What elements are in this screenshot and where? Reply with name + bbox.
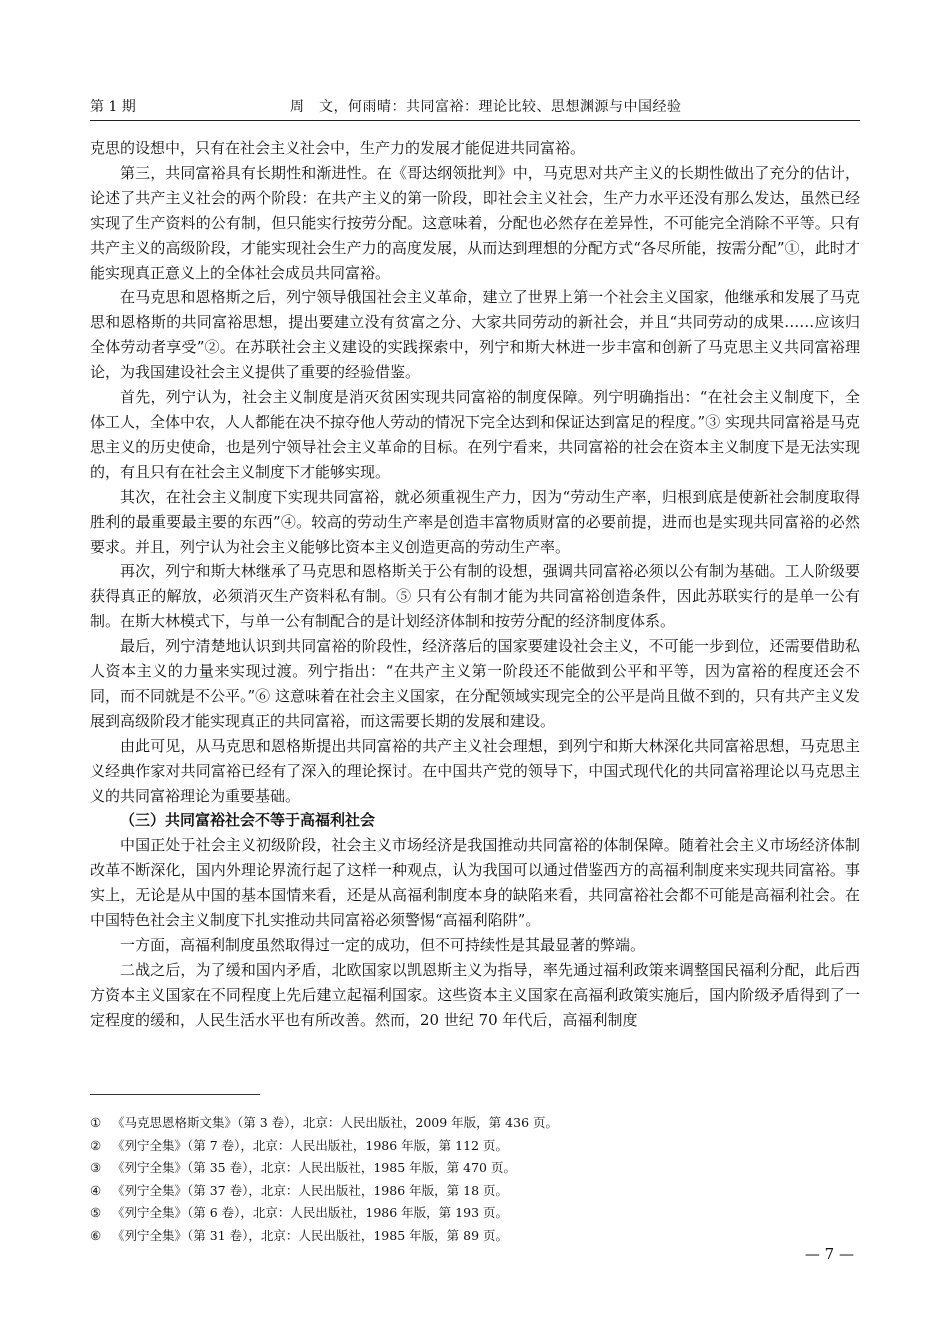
paragraph: 第三，共同富裕具有长期性和渐进性。在《哥达纲领批判》中，马克思对共产主义的长期性做出了充分的估计，论述了共产主义社会的两个阶段：在共产主义的第一阶段，即社会主义社会，生产力水平还没有那么发达，虽然已经实现了生产资料的公有制，但只能实行按劳分配。这意味着，分配也必然存在差异性，不可能完全消除不平等。只有共产主义的高级阶段，才能实现社会生产力的高度发展，从而达到理想的分配方式“各尽所能，按需分配”①，此时才能实现真正意义上的全体社会成员共同富裕。 xyxy=(90,163,860,282)
running-header xyxy=(90,94,860,121)
footnote xyxy=(90,1202,860,1225)
footnote-text: 《列宁全集》（第 35 卷），北京：人民出版社，1985 年版，第 470 页。 xyxy=(112,1160,516,1176)
paragraph: 其次，在社会主义制度下实现共同富裕，就必须重视生产力，因为“劳动生产率，归根到底是使新社会制度取得胜利的最重要最主要的东西”④。较高的劳动生产率是创造丰富物质财富的必要前提，进而也是实现共同富裕的必然要求。并且，列宁认为社会主义能够比资本主义创造更高的劳动生产率。 xyxy=(90,487,860,556)
footnote-mark: ② xyxy=(90,1137,102,1153)
footnote xyxy=(90,1180,860,1203)
paragraph: 首先，列宁认为，社会主义制度是消灭贫困实现共同富裕的制度保障。列宁明确指出：“在社会主义制度下，全体工人，全体中农，人人都能在决不掠夺他人劳动的情况下完全达到和保证达到富足的程度。”③ 实现共同富裕是马克思主义的历史使命，也是列宁领导社会主义革命的目标。在列宁看来，共同富裕的社会在资本主义制度下是无法实现的，有且只有在社会主义制度下才能够实现。 xyxy=(90,388,860,481)
paragraph: 由此可见，从马克思和恩格斯提出共同富裕的共产主义社会理想，到列宁和斯大林深化共同富裕思想，马克思主义经典作家对共同富裕已经有了深入的理论探讨。在中国共产党的领导下，中国式现代化的共同富裕理论以马克思主义的共同富裕理论为重要基础。 xyxy=(90,736,860,805)
footnote-mark: ① xyxy=(90,1115,102,1130)
paragraph: 一方面，高福利制度虽然取得过一定的成功，但不可持续性是其最显著的弊端。 xyxy=(120,936,646,954)
footnote-text: 《列宁全集》（第 6 卷），北京：人民出版社，1986 年版，第 193 页。 xyxy=(112,1205,508,1221)
footnotes xyxy=(90,1112,860,1248)
footnote xyxy=(90,1225,860,1248)
footnote-mark: ⑥ xyxy=(90,1227,102,1243)
issue-label: 第 1 期 xyxy=(90,99,136,115)
main-text xyxy=(90,136,860,1033)
footnote-mark: ⑤ xyxy=(90,1205,102,1221)
footnote-text: 《列宁全集》（第 37 卷），北京：人民出版社，1986 年版，第 18 页。 xyxy=(112,1182,508,1198)
footnote xyxy=(90,1157,860,1180)
paragraph: 二战之后，为了缓和国内矛盾，北欧国家以凯恩斯主义为指导，率先通过福利政策来调整国民福利分配，此后西方资本主义国家在不同程度上先后建立起福利国家。这些资本主义国家在高福利政策实施后，国内阶级矛盾得到了一定程度的缓和，人民生活水平也有所改善。然而，20 世纪 70 年代后，高福利制度 xyxy=(90,960,860,1029)
article-title: 周 文，何雨晴：共同富裕：理论比较、思想渊源与中国经验 xyxy=(290,99,682,115)
paragraph: 最后，列宁清楚地认识到共同富裕的阶段性，经济落后的国家要建设社会主义，不可能一步到位，还需要借助私人资本主义的力量来实现过渡。列宁指出：“在共产主义第一阶段还不能做到公平和平等，因为富裕的程度还会不同，而不同就是不公平。”⑥ 这意味着在社会主义国家，在分配领域实现完全的公平是尚且做不到的，只有共产主义发展到高级阶段才能实现真正的共同富裕，而这需要长期的发展和建设。 xyxy=(90,637,860,730)
paragraph: 在马克思和恩格斯之后，列宁领导俄国社会主义革命，建立了世界上第一个社会主义国家，他继承和发展了马克思和恩格斯的共同富裕思想，提出要建立没有贫富之分、大家共同劳动的新社会，并且“共同劳动的成果……应该归全体劳动者享受”②。在苏联社会主义建设的实践探索中，列宁和斯大林进一步丰富和创新了马克思主义共同富裕理论，为我国建设社会主义提供了重要的经验借鉴。 xyxy=(90,288,860,382)
paragraph: 中国正处于社会主义初级阶段，社会主义市场经济是我国推动共同富裕的体制保障。随着社会主义市场经济体制改革不断深化，国内外理论界流行起了这样一种观点，认为我国可以通过借鉴西方的高福利制度来实现共同富裕。事实上，无论是从中国的基本国情来看，还是从高福利制度本身的缺陷来看，共同富裕社会都不可能是高福利社会。在中国特色社会主义制度下扎实推动共同富裕必须警惕“高福利陷阱”。 xyxy=(90,836,860,930)
footnote-text: 《列宁全集》（第 31 卷），北京：人民出版社，1985 年版，第 89 页。 xyxy=(112,1227,508,1243)
paragraph: 再次，列宁和斯大林继承了马克思和恩格斯关于公有制的设想，强调共同富裕必须以公有制为基础。工人阶级要获得真正的解放，必须消灭生产资料私有制。⑤ 只有公有制才能为共同富裕创造条件，因此苏联实行的是单一公有制。在斯大林模式下，与单一公有制配合的是计划经济体制和按劳分配的经济制度体系。 xyxy=(90,562,860,631)
paragraph: 克思的设想中，只有在社会主义社会中，生产力的发展才能促进共同富裕。 xyxy=(90,139,586,157)
footnote-text: 《马克思恩格斯文集》（第 3 卷），北京：人民出版社，2009 年版，第 436 页。 xyxy=(112,1115,558,1130)
page-number: — 7 — xyxy=(804,1245,854,1263)
footnote-text: 《列宁全集》（第 7 卷），北京：人民出版社，1986 年版，第 112 页。 xyxy=(112,1137,508,1153)
footnote-mark: ③ xyxy=(90,1160,102,1176)
footnote xyxy=(90,1112,860,1135)
footnote xyxy=(90,1135,860,1158)
footnote-mark: ④ xyxy=(90,1182,102,1198)
section-heading: （三）共同富裕社会不等于高福利社会 xyxy=(120,811,376,830)
footnote-divider xyxy=(90,1094,260,1095)
